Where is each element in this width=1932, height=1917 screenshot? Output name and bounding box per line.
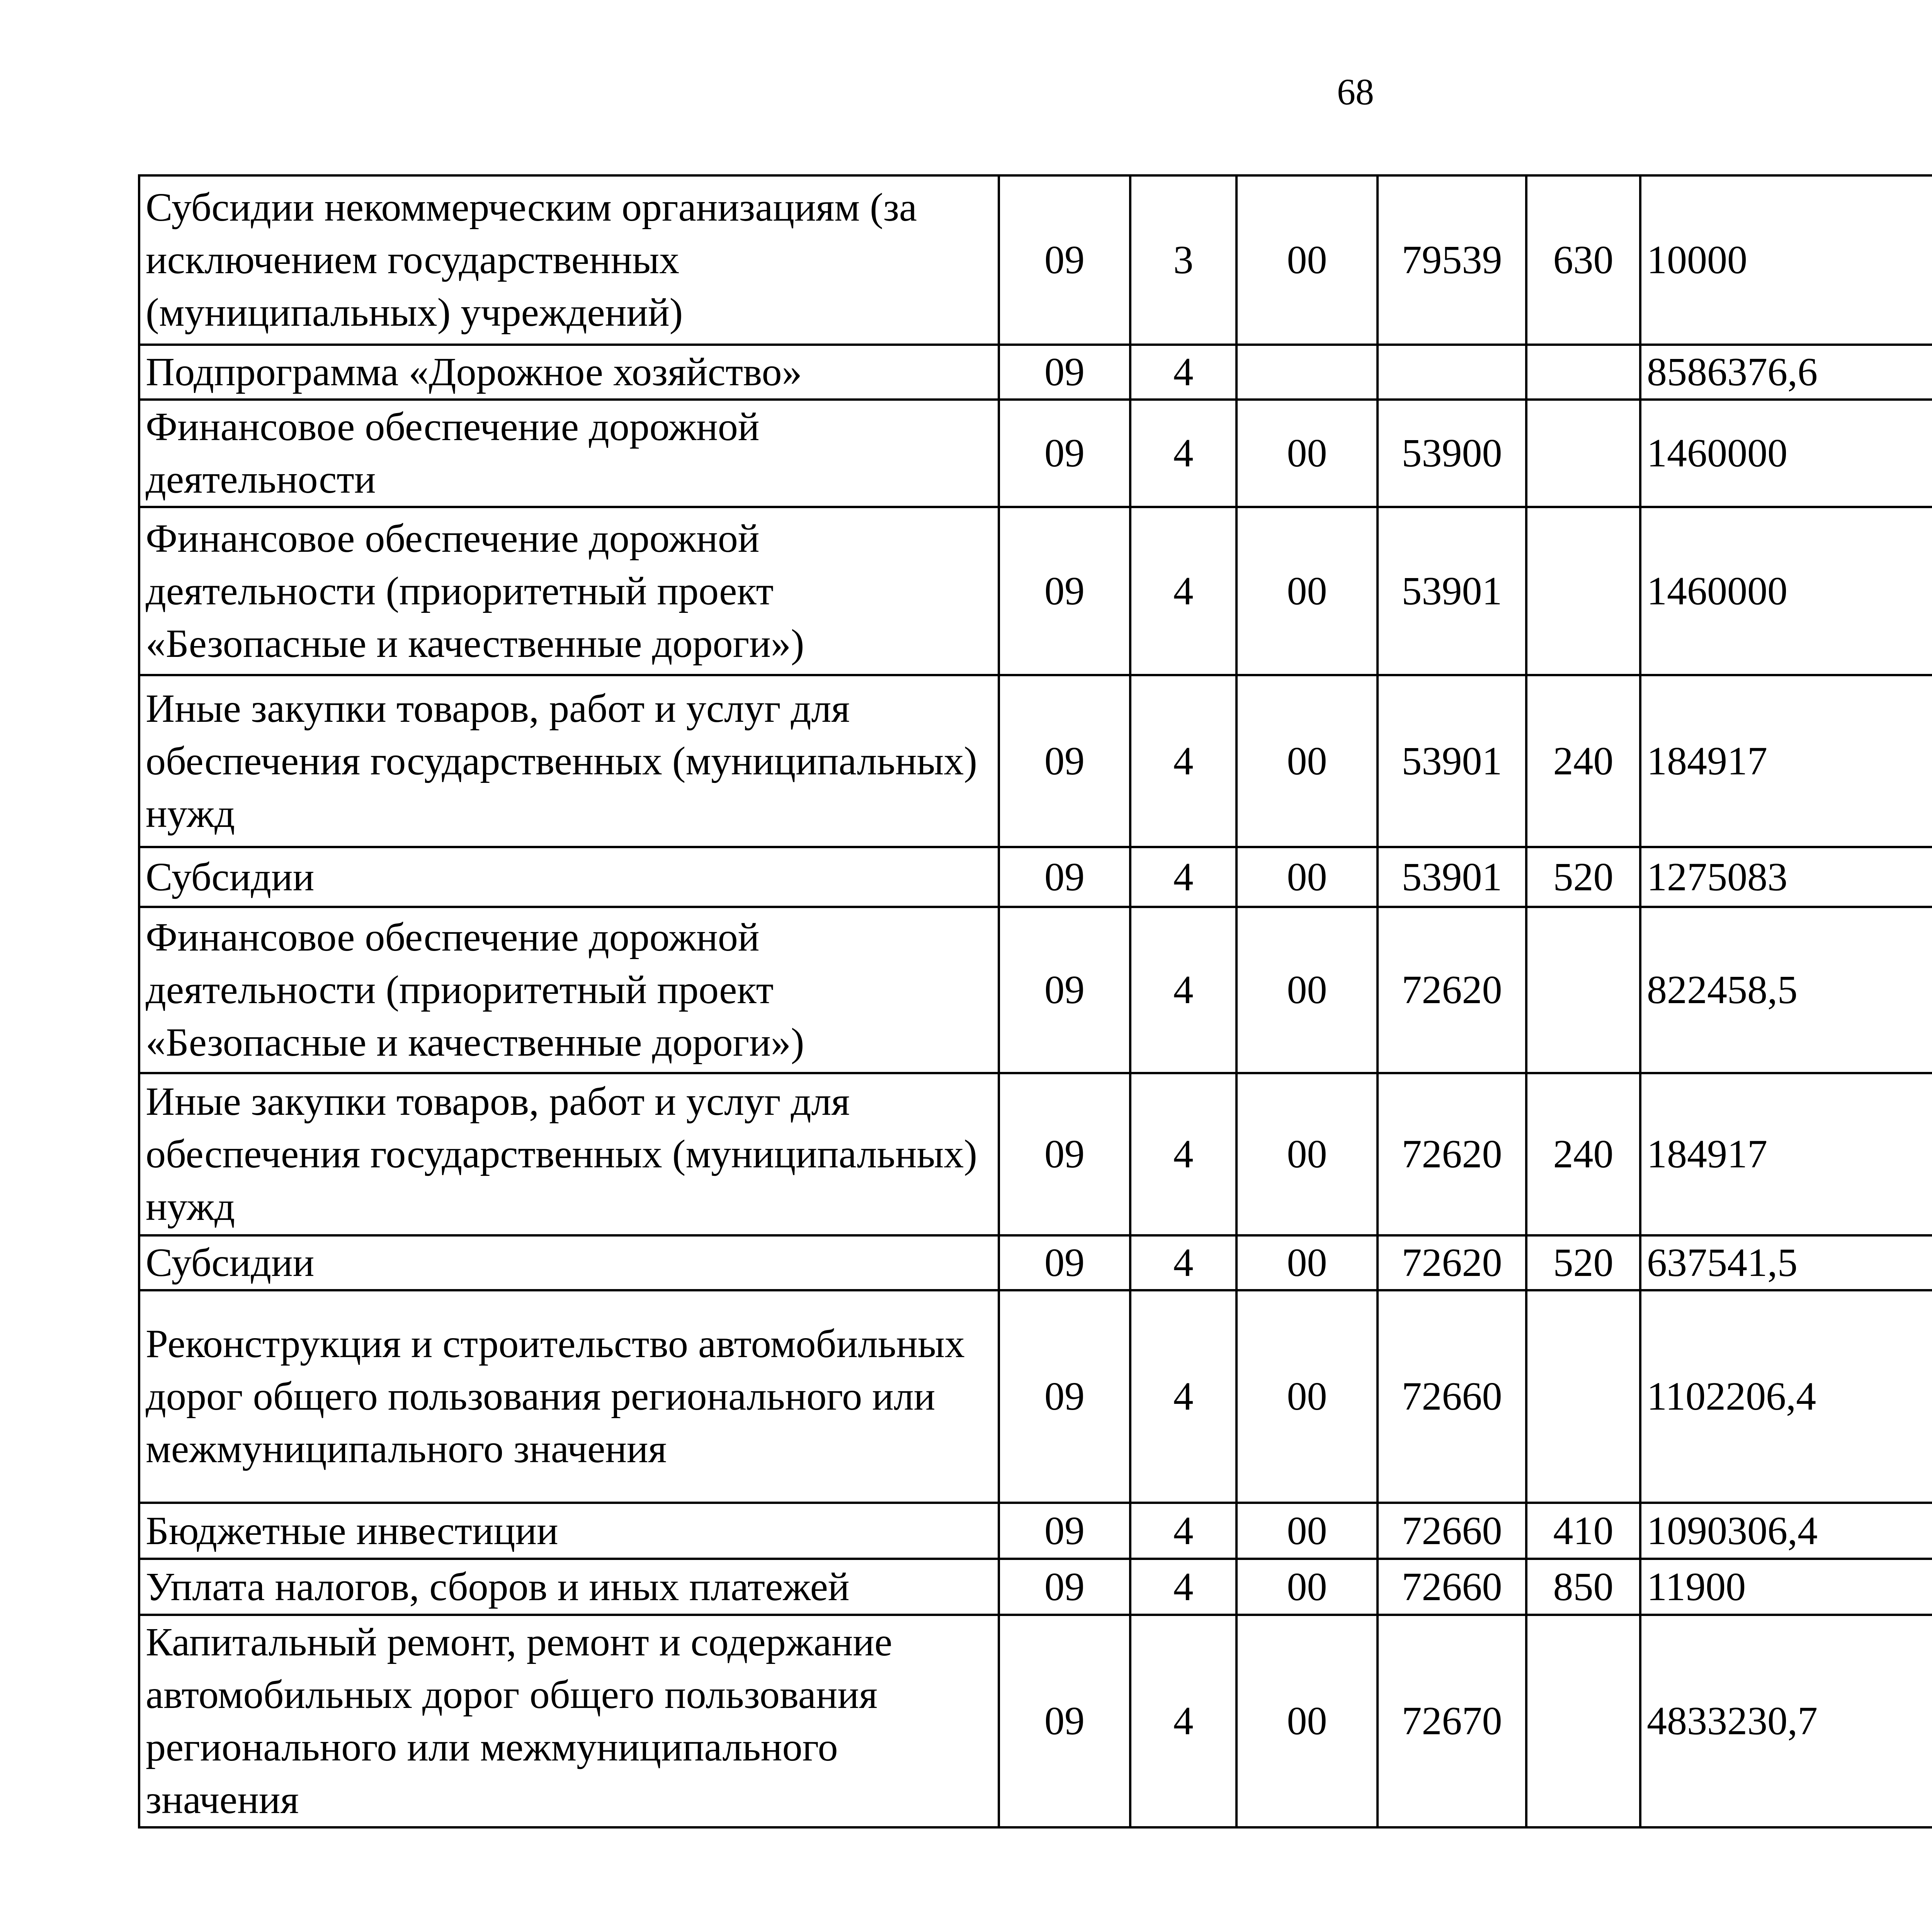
cell-subprogram: 00 [1236,1073,1378,1235]
cell-program: 4 [1130,1235,1236,1290]
cell-name: Иные закупки товаров, работ и услуг для обеспечения государственных (муниципальных) нужд [139,675,999,847]
cell-code: 72620 [1378,907,1526,1073]
cell-program: 4 [1130,1615,1236,1827]
cell-expense-type: 850 [1526,1559,1640,1615]
cell-code: 72620 [1378,1073,1526,1235]
cell-name: Субсидии [139,847,999,907]
cell-amount-1: 11900 [1640,1559,1932,1615]
cell-subprogram: 00 [1236,1503,1378,1559]
cell-subprogram: 00 [1236,1559,1378,1615]
table-row [139,675,1932,847]
cell-section: 09 [999,400,1130,507]
cell-amount-1: 637541,5 [1640,1235,1932,1290]
cell-code: 72670 [1378,1615,1526,1827]
table-row [139,1290,1932,1503]
table-row [139,1615,1932,1827]
cell-amount-1: 1460000 [1640,400,1932,507]
cell-section: 09 [999,1503,1130,1559]
cell-expense-type [1526,345,1640,400]
table-row [139,175,1932,345]
cell-code: 79539 [1378,175,1526,345]
table-row [139,1559,1932,1615]
cell-section: 09 [999,847,1130,907]
cell-section: 09 [999,1073,1130,1235]
cell-program: 3 [1130,175,1236,345]
cell-expense-type [1526,1290,1640,1503]
cell-expense-type: 410 [1526,1503,1640,1559]
cell-program: 4 [1130,345,1236,400]
table-row [139,507,1932,675]
cell-code: 72660 [1378,1290,1526,1503]
cell-name: Субсидии некоммерческим организациям (за исключением государственных (муниципальных) учреждений) [139,175,999,345]
cell-code [1378,345,1526,400]
cell-expense-type [1526,1615,1640,1827]
cell-subprogram: 00 [1236,847,1378,907]
table-row [139,345,1932,400]
cell-subprogram [1236,345,1378,400]
cell-expense-type [1526,507,1640,675]
cell-code: 53901 [1378,847,1526,907]
cell-expense-type: 240 [1526,675,1640,847]
cell-code: 53900 [1378,400,1526,507]
cell-amount-1: 184917 [1640,675,1932,847]
cell-expense-type: 240 [1526,1073,1640,1235]
cell-program: 4 [1130,847,1236,907]
cell-code: 53901 [1378,507,1526,675]
cell-section: 09 [999,1615,1130,1827]
cell-program: 4 [1130,400,1236,507]
table-body [139,175,1932,1827]
cell-expense-type: 520 [1526,847,1640,907]
cell-code: 53901 [1378,675,1526,847]
table-row [139,400,1932,507]
cell-section: 09 [999,1235,1130,1290]
cell-program: 4 [1130,507,1236,675]
cell-expense-type: 520 [1526,1235,1640,1290]
cell-program: 4 [1130,907,1236,1073]
table-row [139,907,1932,1073]
cell-subprogram: 00 [1236,175,1378,345]
cell-expense-type [1526,907,1640,1073]
cell-name: Финансовое обеспечение дорожной деятельности [139,400,999,507]
cell-amount-1: 822458,5 [1640,907,1932,1073]
cell-subprogram: 00 [1236,675,1378,847]
cell-section: 09 [999,507,1130,675]
table-row [139,1235,1932,1290]
cell-program: 4 [1130,1290,1236,1503]
cell-amount-1: 4833230,7 [1640,1615,1932,1827]
cell-name: Реконструкция и строительство автомобильных дорог общего пользования регионального или межмуниципального значения [139,1290,999,1503]
cell-code: 72620 [1378,1235,1526,1290]
cell-program: 4 [1130,1073,1236,1235]
cell-section: 09 [999,1290,1130,1503]
cell-section: 09 [999,1559,1130,1615]
cell-name: Иные закупки товаров, работ и услуг для обеспечения государственных (муниципальных) нужд [139,1073,999,1235]
cell-subprogram: 00 [1236,400,1378,507]
page-number: 68 [1337,71,1374,112]
cell-amount-1: 1102206,4 [1640,1290,1932,1503]
cell-amount-1: 1090306,4 [1640,1503,1932,1559]
table-row [139,847,1932,907]
cell-section: 09 [999,345,1130,400]
cell-name: Финансовое обеспечение дорожной деятельности (приоритетный проект «Безопасные и качественные дороги») [139,907,999,1073]
cell-program: 4 [1130,675,1236,847]
cell-amount-1: 8586376,6 [1640,345,1932,400]
cell-section: 09 [999,675,1130,847]
cell-program: 4 [1130,1503,1236,1559]
cell-subprogram: 00 [1236,1615,1378,1827]
cell-name: Субсидии [139,1235,999,1290]
cell-code: 72660 [1378,1559,1526,1615]
cell-name: Финансовое обеспечение дорожной деятельности (приоритетный проект «Безопасные и качественные дороги») [139,507,999,675]
cell-amount-1: 1460000 [1640,507,1932,675]
cell-subprogram: 00 [1236,1290,1378,1503]
cell-name: Подпрограмма «Дорожное хозяйство» [139,345,999,400]
cell-name: Бюджетные инвестиции [139,1503,999,1559]
cell-name: Капитальный ремонт, ремонт и содержание автомобильных дорог общего пользования регионального или межмуниципального значения [139,1615,999,1827]
cell-expense-type: 630 [1526,175,1640,345]
budget-table [138,174,1932,1829]
cell-amount-1: 10000 [1640,175,1932,345]
cell-amount-1: 1275083 [1640,847,1932,907]
table-row [139,1073,1932,1235]
cell-code: 72660 [1378,1503,1526,1559]
cell-program: 4 [1130,1559,1236,1615]
table-row [139,1503,1932,1559]
cell-section: 09 [999,175,1130,345]
cell-section: 09 [999,907,1130,1073]
cell-expense-type [1526,400,1640,507]
cell-subprogram: 00 [1236,507,1378,675]
cell-amount-1: 184917 [1640,1073,1932,1235]
cell-subprogram: 00 [1236,1235,1378,1290]
cell-subprogram: 00 [1236,907,1378,1073]
cell-name: Уплата налогов, сборов и иных платежей [139,1559,999,1615]
